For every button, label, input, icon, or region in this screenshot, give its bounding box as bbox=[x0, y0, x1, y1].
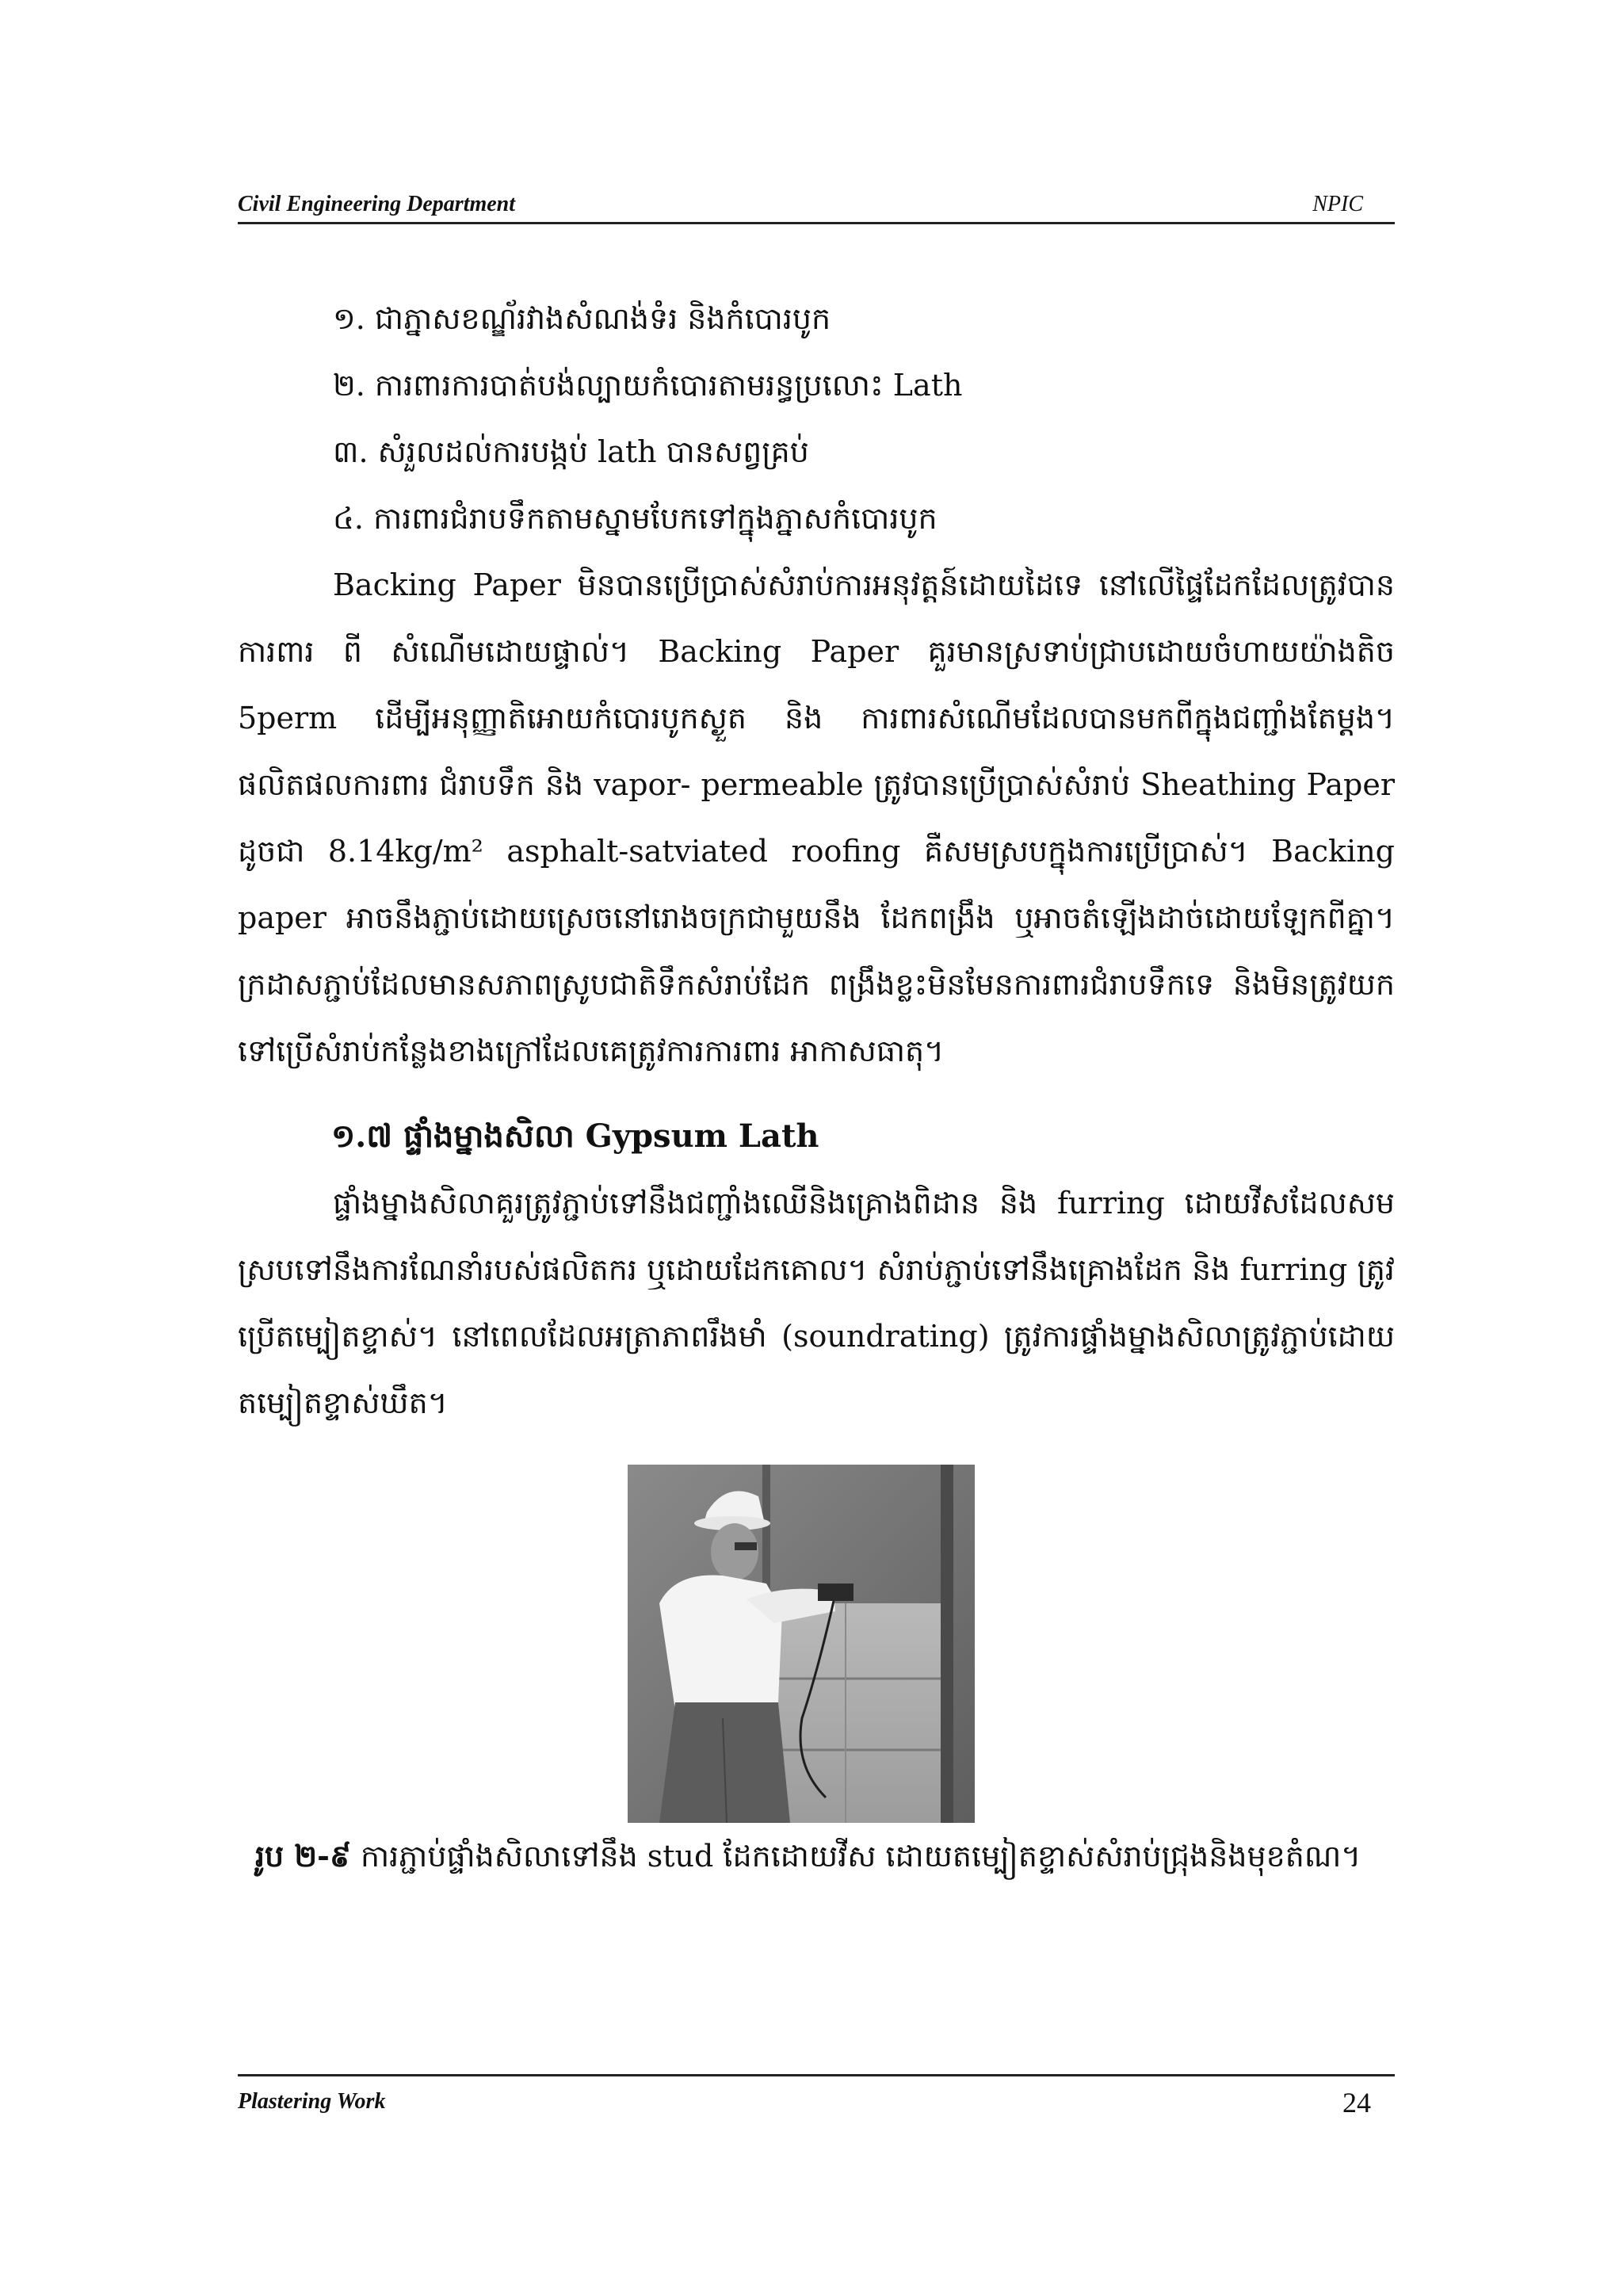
list-item: ៣. សំរួលដល់ការបង្កប់ lath បានសព្វគ្រប់ bbox=[333, 434, 809, 469]
worker-installing-gypsum-lath-photo bbox=[628, 1465, 975, 1823]
list-item: ៤. ការពារជំរាបទឹកតាមស្នាមបែកទៅក្នុងភ្នាសកំបោរបូក bbox=[333, 501, 938, 536]
page-footer bbox=[238, 2074, 1395, 2124]
figure-caption-label: រូប ២-៩ bbox=[255, 1838, 351, 1874]
list-item: ១. ជាភ្នាសខណ្ឌ័រវាងសំណង់ទំរ និងកំបោរបូក bbox=[333, 301, 831, 336]
backing-paper-paragraph: Backing Paper មិនបានប្រើប្រាស់សំរាប់ការអនុវត្តន៍ដោយដៃទេ នៅលើផ្ទៃដែកដែលត្រូវបានការពារ ពី សំណើមដោយផ្ទាល់។ Backing Paper គួរមានស្រទាប់ជ្រាបដោយចំហាយយ៉ាងតិច 5perm ដើម្បីអនុញ្ញាតិអោយកំបោរបូកស្ងួត និង ការពារសំណើមដែលបានមកពីក្នុងជញ្ជាំងតែម្តង។ ផលិតផលការពារ ជំរាបទឹក និង vapor- permeable ត្រូវបានប្រើប្រាស់សំរាប់ Sheathing Paper ដូចជា 8.14kg/m² asphalt-satviated roofing គឺសមស្របក្នុងការប្រើប្រាស់។ Backing paper អាចនឹងភ្ជាប់ដោយស្រេចនៅរោងចក្រជាមួយនឹង ដែកពង្រឹង ឬអាចតំឡើងដាច់ដោយឡែកពីគ្នា។ ក្រដាសភ្ជាប់ដែលមានសភាពស្រូបជាតិទឹកសំរាប់ដែក ពង្រឹងខ្លះមិនមែនការពារជំរាបទឹកទេ និងមិនត្រូវយកទៅប្រើសំរាប់កន្លែងខាងក្រៅដែលគេត្រូវការការពារ អាកាសធាតុ។ bbox=[238, 567, 1395, 1068]
page-header bbox=[238, 190, 1395, 224]
main-content bbox=[238, 285, 1395, 1436]
header-institution: NPIC bbox=[1312, 192, 1363, 216]
section-heading: ១.៧ ផ្ទាំងម្នាងសិលា Gypsum Lath bbox=[331, 1117, 819, 1155]
list-item: ២. ការពារការបាត់បង់ល្បាយកំបោរតាមរន្ធប្រលោះ Lath bbox=[333, 368, 963, 403]
header-department: Civil Engineering Department bbox=[238, 192, 516, 216]
gypsum-lath-paragraph: ផ្ទាំងម្នាងសិលាគួរត្រូវភ្ជាប់ទៅនឹងជញ្ជាំងឈើនិងគ្រោងពិដាន និង furring ដោយវីសដែលសមស្របទៅនឹងការណែនាំរបស់ផលិតករ ឬដោយដែកគោល។ សំរាប់ភ្ជាប់ទៅនឹងគ្រោងដែក និង furring ត្រូវប្រើតម្បៀតខ្ទាស់។ នៅពេលដែលអត្រាភាពរឹងមាំ (soundrating) ត្រូវការផ្ទាំងម្នាងសិលាត្រូវភ្ជាប់ដោយតម្បៀតខ្ទាស់ឃឹត។ bbox=[238, 1186, 1395, 1420]
figure-caption-text: ការភ្ជាប់ផ្ទាំងសិលាទៅនឹង stud ដែកដោយវីស ដោយតម្បៀតខ្ទាស់សំរាប់ជ្រុងនិងមុខតំណ។ bbox=[350, 1839, 1361, 1874]
page-number: 24 bbox=[1342, 2087, 1371, 2118]
figure-caption bbox=[255, 1837, 1396, 1881]
footer-title: Plastering Work bbox=[238, 2089, 386, 2114]
